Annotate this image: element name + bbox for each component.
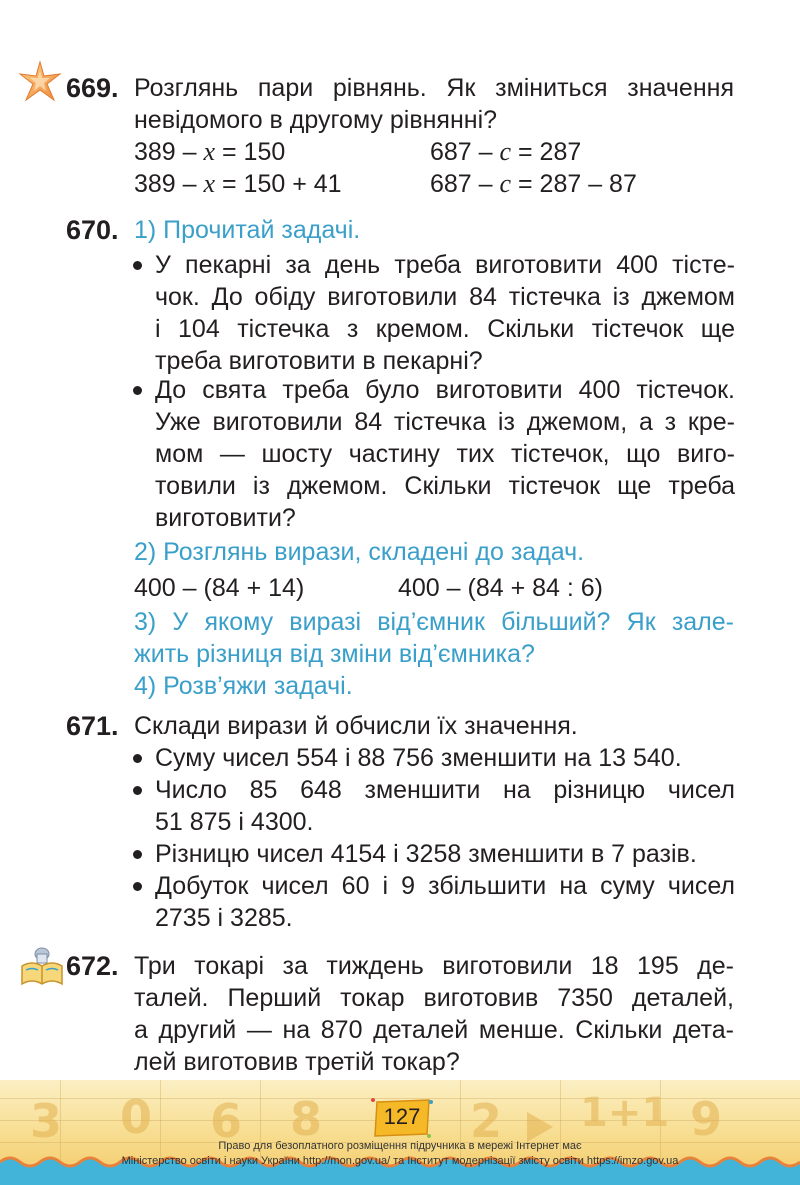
decor-digit: 6 (210, 1094, 243, 1148)
expression: 400 – (84 + 84 : 6) (398, 574, 604, 602)
exercise-text-line: лей виготовив третій токар? (134, 1048, 460, 1076)
step-instruction: 3) У якому виразі від’ємник більший? Як зале- (134, 608, 734, 636)
exercise-number: 669. (66, 73, 119, 103)
task-text-line: Добуток чисел 60 і 9 збільшити на суму чисел (155, 872, 735, 900)
decor-digit: 8 (290, 1092, 323, 1146)
page-number: 127 (383, 1104, 421, 1129)
copyright-line: Право для безоплатного розміщення підручника в мережі Інтернет має (218, 1140, 582, 1152)
task-text-line: Уже виготовили 84 тістечка із джемом, а з кре- (155, 408, 735, 436)
exercise-text-line: а другий — на 870 деталей менше. Скільки дета- (134, 1016, 734, 1044)
task-text-line: виготовити? (155, 504, 296, 532)
decor-digit: 0 (120, 1090, 153, 1144)
bullet-icon (133, 386, 142, 395)
task-text-line: і 104 тістечка з кремом. Скільки тістечок ще (155, 315, 735, 343)
bullet-icon (133, 850, 142, 859)
book-icon (20, 946, 64, 988)
step-instruction: 2) Розглянь вирази, складені до задач. (134, 538, 585, 566)
step-instruction: 4) Розв’яжи задачі. (134, 672, 353, 700)
decor-digit: 2 (470, 1094, 503, 1148)
copyright-line: Міністерство освіти і науки України http://mon.gov.ua/ та Інститут модернізації змісту освіти https://imzo.gov.ua (121, 1155, 679, 1167)
task-text-line: 51 875 і 4300. (155, 808, 314, 836)
bullet-icon (133, 754, 142, 763)
exercise-text-line: Склади вирази й обчисли їх значення. (134, 712, 578, 740)
star-icon (18, 60, 62, 104)
task-text-line: До свята треба було виготовити 400 тістечок. (155, 376, 735, 404)
exercise-text-line: Три токарі за тиждень виготовили 18 195 де- (134, 952, 734, 980)
decor-digit: 9 (690, 1092, 723, 1146)
task-text-line: мом — шосту частину тих тістечок, що виго- (155, 440, 735, 468)
step-instruction: 1) Прочитай задачі. (134, 216, 361, 244)
task-text-line: 2735 і 3285. (155, 904, 293, 932)
bullet-icon (133, 261, 142, 270)
exercise-text-line: невідомого в другому рівнянні? (134, 106, 498, 134)
equation: 389 – x = 150 (134, 137, 286, 166)
decor-digit: 3 (30, 1094, 63, 1148)
exercise-number: 670. (66, 215, 119, 245)
exercise-text-line: Розглянь пари рівнянь. Як зміниться значення (134, 74, 734, 102)
task-text-line: Число 85 648 зменшити на різницю чисел (155, 776, 735, 804)
task-text-line: треба виготовити в пекарні? (155, 347, 483, 375)
expression: 400 – (84 + 14) (134, 574, 305, 602)
exercise-number: 671. (66, 711, 119, 741)
exercise-text-line: талей. Перший токар виготовив 7350 деталей, (134, 984, 734, 1012)
task-text-line: Різницю чисел 4154 і 3258 зменшити в 7 разів. (155, 840, 697, 868)
exercise-number: 672. (66, 951, 119, 981)
bullet-icon (133, 882, 142, 891)
equation: 687 – c = 287 (430, 137, 582, 166)
task-text-line: Суму чисел 554 і 88 756 зменшити на 13 540. (155, 744, 682, 772)
decor-digit: 1+1 (580, 1090, 670, 1136)
equation: 687 – c = 287 – 87 (430, 169, 637, 198)
task-text-line: товили із джемом. Скільки тістечок ще треба (155, 472, 735, 500)
equation: 389 – x = 150 + 41 (134, 169, 342, 198)
bullet-icon (133, 786, 142, 795)
task-text-line: У пекарні за день треба виготовити 400 тісте- (155, 251, 735, 279)
task-text-line: чок. До обіду виготовили 84 тістечка із джемом (155, 283, 735, 311)
step-instruction: жить різниця від зміни від’ємника? (134, 640, 535, 668)
triangle-icon (525, 1110, 555, 1144)
